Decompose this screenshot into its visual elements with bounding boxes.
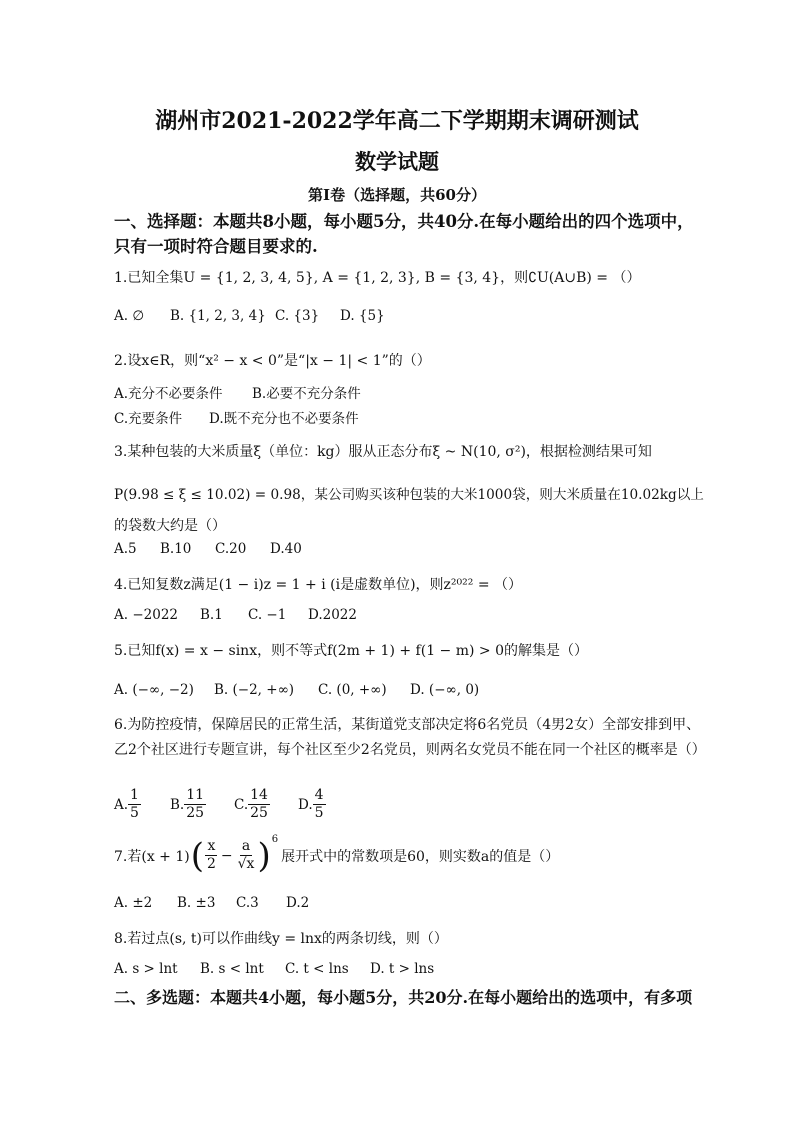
question-3-option-a: A.5 xyxy=(114,541,137,557)
question-7-option-a: A. ±2 xyxy=(114,895,153,911)
question-3-option-c: C.20 xyxy=(215,541,247,557)
right-paren: ) xyxy=(257,835,271,876)
minus-sign: − xyxy=(220,847,233,864)
option-label: B. xyxy=(170,796,185,813)
fraction xyxy=(184,787,206,822)
denominator: 5 xyxy=(314,805,324,821)
question-3-line-3: 的袋数大约是（） xyxy=(114,518,226,534)
question-5-option-c: C. (0, +∞) xyxy=(318,682,387,698)
question-4-option-a: A. −2022 xyxy=(114,607,178,623)
question-6-option-c xyxy=(234,787,298,822)
question-3-line-2: P(9.98 ≤ ξ ≤ 10.02) = 0.98，某公司购买该种包装的大米1000袋，则大米质量在10.02kg以上 xyxy=(114,487,704,503)
exponent: 6 xyxy=(271,834,279,845)
question-4-stem: 4.已知复数z满足(1 − i)z = 1 + i (i是虚数单位)，则z²⁰²² = （） xyxy=(114,577,523,593)
part-heading: 第Ⅰ卷（选择题，共60分） xyxy=(308,186,486,204)
denominator: 2 xyxy=(206,856,216,872)
fraction xyxy=(313,787,326,822)
question-3-line-1: 3.某种包装的大米质量ξ（单位：kg）服从正态分布ξ ~ N(10, σ²)，根据检测结果可知 xyxy=(114,444,652,460)
question-8-stem: 8.若过点(s, t)可以作曲线y = lnx的两条切线，则（） xyxy=(114,931,448,947)
question-3-option-d: D.40 xyxy=(270,541,302,557)
question-6-stem: 6.为防控疫情，保障居民的正常生活，某街道党支部决定将6名党员（4男2女）全部安排到甲、乙2个社区进行专题宣讲，每个社区至少2名党员，则两名女党员不能在同一个社区的概率是（） xyxy=(114,717,706,758)
denominator: 25 xyxy=(250,805,268,821)
question-8-option-a: A. s > lnt xyxy=(114,961,178,977)
question-7-suffix: 展开式中的常数项是60，则实数a的值是（） xyxy=(281,848,560,865)
question-7-option-d: D.2 xyxy=(286,895,310,911)
question-1-option-a: A. ∅ xyxy=(114,308,145,324)
question-3-option-b: B.10 xyxy=(160,541,192,557)
question-8-option-b: B. s < lnt xyxy=(200,961,264,977)
denominator: 25 xyxy=(186,805,205,821)
question-1-option-b: B. {1, 2, 3, 4} xyxy=(170,308,266,324)
question-6-options xyxy=(114,787,354,822)
question-2-option-d: D.既不充分也不必要条件 xyxy=(209,411,359,427)
left-paren: ( xyxy=(190,835,204,876)
question-7-option-b: B. ±3 xyxy=(177,895,216,911)
numerator: x xyxy=(207,838,216,854)
question-5-option-d: D. (−∞, 0) xyxy=(410,682,480,698)
exam-subtitle: 数学试题 xyxy=(355,149,439,174)
option-label: D. xyxy=(298,796,313,813)
question-7-prefix: 7.若(x + 1) xyxy=(114,848,190,865)
exam-title: 湖州市2021-2022学年高二下学期期末调研测试 xyxy=(155,108,639,134)
section-heading-multi: 二、多选题：本题共4小题，每小题5分，共20分.在每小题给出的选项中，有多项 xyxy=(114,988,693,1007)
fraction-x-over-2 xyxy=(205,838,218,873)
question-2-option-a: A.充分不必要条件 xyxy=(114,386,223,402)
question-5-option-a: A. (−∞, −2) xyxy=(114,682,194,698)
question-2-stem: 2.设x∈R，则“x² − x < 0”是“|x − 1| < 1”的（） xyxy=(114,353,431,369)
numerator: 14 xyxy=(250,787,268,803)
fraction xyxy=(248,787,270,822)
fraction-a-over-sqrt-x xyxy=(236,838,257,873)
numerator: 11 xyxy=(186,787,205,803)
section-heading-choice: 一、选择题：本题共8小题，每小题5分，共40分.在每小题给出的四个选项中，只有一项时符合题目要求的. xyxy=(114,212,694,256)
question-6-option-b xyxy=(170,787,234,822)
numerator: 1 xyxy=(130,787,139,803)
question-4-option-c: C. −1 xyxy=(248,607,287,623)
numerator: a xyxy=(241,838,251,854)
numerator: 4 xyxy=(314,787,324,803)
question-8-option-d: D. t > lns xyxy=(370,961,435,977)
denominator: √x xyxy=(237,856,255,872)
question-1-stem: 1.已知全集U = {1, 2, 3, 4, 5}, A = {1, 2, 3}, B = {3, 4}，则∁U(A∪B) = （） xyxy=(114,270,641,286)
question-8-option-c: C. t < lns xyxy=(285,961,349,977)
question-5-option-b: B. (−2, +∞) xyxy=(214,682,295,698)
question-7-stem xyxy=(114,834,560,876)
question-4-option-d: D.2022 xyxy=(308,607,357,623)
question-6-option-d xyxy=(298,787,354,822)
question-5-stem: 5.已知f(x) = x − sinx，则不等式f(2m + 1) + f(1 − m) > 0的解集是（） xyxy=(114,643,589,659)
denominator: 5 xyxy=(130,805,139,821)
option-label: A. xyxy=(114,796,129,813)
option-label: C. xyxy=(234,796,249,813)
question-6-option-a xyxy=(114,787,170,822)
question-2-option-c: C.充要条件 xyxy=(114,411,183,427)
fraction xyxy=(128,787,141,822)
question-1-option-d: D. {5} xyxy=(340,308,385,324)
question-4-option-b: B.1 xyxy=(200,607,223,623)
question-2-option-b: B.必要不充分条件 xyxy=(252,386,361,402)
question-7-option-c: C.3 xyxy=(236,895,259,911)
question-1-option-c: C. {3} xyxy=(275,308,320,324)
